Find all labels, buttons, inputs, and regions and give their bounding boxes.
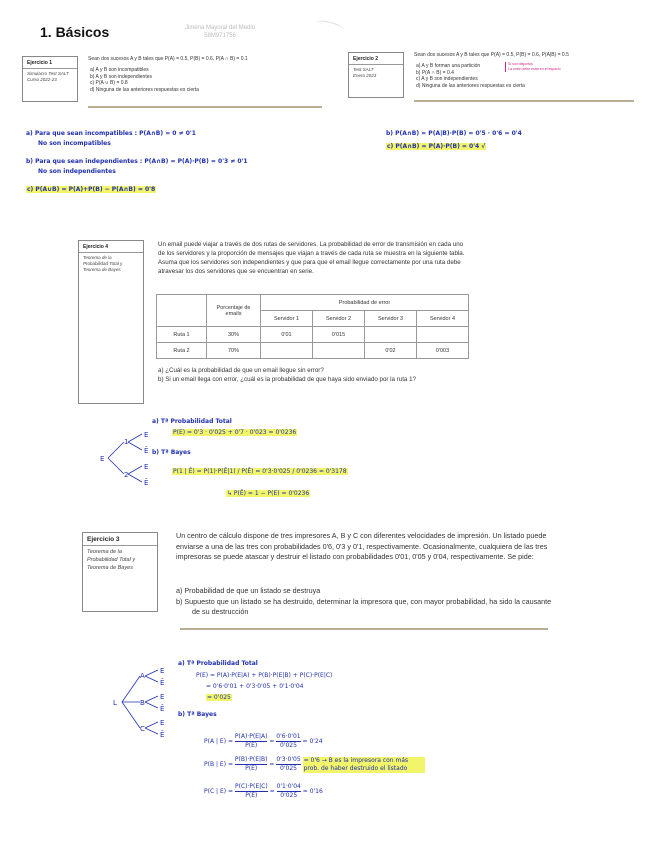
probability-tree-3 [112, 662, 174, 742]
fraction-den: 0'025 [280, 792, 298, 799]
bayes-lhs: P(B | E) = [204, 761, 233, 768]
tree-leaf-label: Ē [160, 731, 165, 739]
watermark-line: 58M971756 [204, 33, 236, 39]
exercise4-questions [158, 366, 478, 384]
hw1-a-line2: No son incompatibles [38, 140, 111, 147]
exercise2-rule [414, 100, 634, 102]
tree-leaf-label: Ē [144, 479, 149, 487]
exercise3-sub [83, 546, 157, 574]
exercise4-name: Ejercicio 4 [79, 241, 143, 253]
exercise2-pink-notes [505, 62, 561, 72]
exercise3-sub-line: Teorema de la [87, 549, 122, 555]
tree-node-label: A [140, 672, 145, 680]
table-cell: 0'01 [261, 327, 313, 343]
exercise4-sub-line: Teorema de la [83, 255, 112, 260]
option-item: d) Ninguna de las anteriores respuestas es cierta [416, 82, 525, 89]
bayes-fraction [235, 756, 268, 773]
exercise4-card [78, 240, 144, 404]
table-header-server: Servidor 3 [365, 311, 417, 327]
hw1-c-line [26, 186, 156, 194]
option-item: d) Ninguna de las anteriores respuestas es cierta [90, 86, 199, 93]
tree-leaf-label: Ē [160, 705, 165, 713]
fraction-den: 0'025 [279, 742, 297, 749]
tree-leaf-label: E [160, 693, 165, 701]
option-item: b) Supuesto que un listado se ha destruido, determinar la impresora que, con mayor probabilidad, ha sido la causante de su destrucción [176, 596, 552, 616]
bayes-fraction-values [276, 733, 300, 750]
exercise3-options [176, 586, 552, 618]
watermark-line: Jimena Mayoral del Medio [185, 25, 256, 31]
hw4-b-line2 [226, 490, 310, 498]
table-cell [313, 343, 365, 359]
pink-note: La unión debe estar en el espacio [508, 67, 561, 71]
exercise4-sub [79, 253, 143, 275]
hw3-a-line1: P(E) = P(A)·P(E|A) + P(B)·P(E|B) + P(C)·P(E|C) [196, 672, 333, 679]
hw3-bayes-a: P(A | E) = $\frac{P(A)\cdot P(E|A)}{P(E)}$ = $\frac{0'6\cdot 0'01}{0'025}$ = 0'24 [204, 733, 323, 749]
fraction-den: P(E) [245, 765, 258, 772]
tree-leaf-label: E [160, 667, 165, 675]
option-item: b) A y B son independientes [90, 73, 152, 80]
hw3-b-title: b) Tª Bayes [178, 711, 217, 718]
exercise2-statement: Sean dos sucesos A y B tales que P(A) = 0.5, P(B) = 0.6, P(A|B) = 0.5 [414, 52, 569, 58]
option-item: a) A y B forman una partición [416, 63, 481, 69]
hw4-a-title: a) Tª Probabilidad Total [152, 418, 232, 425]
exercise4-sub-line: Probabilidad Total y [83, 261, 123, 266]
exercise1-sub-line: Curso 2022-23 [27, 77, 57, 82]
hw3-a-title: a) Tª Probabilidad Total [178, 660, 258, 667]
bayes-fraction-values [277, 783, 301, 800]
hw4-b2-highlight: ↳ P(Ē) = 1 − P(E) = 0'0236 [227, 490, 310, 497]
table-cell: Ruta 1 [157, 327, 207, 343]
fraction-den: P(E) [245, 742, 258, 749]
hw3-a-line2: = 0'6·0'01 + 0'3·0'05 + 0'1·0'04 [206, 683, 304, 690]
hw2-c-highlight: c) P(A∩B) = P(A)·P(B) = 0'4 √ [387, 143, 486, 150]
fraction-num: P(C)·P(E|C) [234, 783, 268, 790]
table-cell [417, 327, 469, 343]
exercise3-name: Ejercicio 3 [83, 533, 157, 546]
table-cell [261, 343, 313, 359]
fraction-den: 0'025 [280, 765, 297, 772]
hw4-b-title: b) Tª Bayes [152, 449, 191, 456]
table-corner [157, 295, 207, 327]
bayes-fraction-values [276, 756, 300, 773]
option-item: a) A y B son incompatibles [90, 67, 149, 73]
pink-note: Sí son disjuntos [508, 62, 533, 66]
hw1-b-line1: b) Para que sean independientes : P(A∩B) = P(A)·P(B) = 0'3 ≠ 0'1 [26, 158, 248, 165]
bayes-lhs: P(A | E) = [204, 738, 233, 745]
exercise4-statement: Un email puede viajar a través de dos rutas de servidores. La probabilidad de error de transmisión en cada uno de los servidores y la proporción de mensajes que viajan a través de cada ruta se muestra en la siguiente tabla. Asuma que los servidores son independientes y que para que el email llegue correctamente por una ruta debe atravesar los dos servidores que se encuentran en serie. [158, 241, 465, 275]
hw1-b-line2: No son independientes [38, 168, 116, 175]
tree-node-label: B [140, 699, 145, 707]
tree-node-label: 2 [124, 471, 129, 479]
exercise3-sub-line: Teorema de Bayes [87, 565, 133, 571]
exercise3-card [82, 532, 158, 612]
exercise1-sub-line: Simulacro Test SALT [27, 71, 69, 76]
exercise1-rule [88, 106, 322, 108]
exercise4-table [156, 294, 469, 359]
hw2-c-line [386, 143, 486, 151]
exercise2-name: Ejercicio 2 [349, 53, 403, 65]
exercise2-sub [349, 65, 403, 81]
table-header-server: Servidor 4 [417, 311, 469, 327]
exercise1-name: Ejercicio 1 [23, 57, 77, 69]
table-cell: 70% [207, 343, 261, 359]
tree-node-label: C [140, 725, 145, 733]
question-item: b) Si un email llega con error, ¿cuál es la probabilidad de que haya sido enviado por la ruta 1? [158, 376, 416, 383]
page-title: 1. Básicos [40, 24, 110, 40]
fraction-num: 0'1·0'04 [276, 783, 301, 790]
hw4-b-highlight: P(1 | Ē) = P(1)·P(Ē|1) / P(Ē) = 0'3·0'025 / 0'0236 = 0'3178 [173, 468, 347, 475]
probability-tree-4 [98, 428, 158, 488]
tree-leaf-label: E [144, 463, 149, 471]
bayes-result: = 0'6 → B es la impresora con más prob. de haber destruido el listado [303, 757, 425, 773]
exercise1-sub [23, 69, 77, 85]
bayes-fraction [235, 733, 268, 750]
hw4-a-line [172, 429, 297, 437]
exercise4-sub-line: Teorema de Bayes [83, 267, 121, 272]
hw4-b-line [172, 468, 348, 476]
bayes-result: = 0'16 [302, 788, 323, 795]
fraction-num: P(B)·P(E|B) [234, 756, 268, 763]
option-item: b) P(A ∩ B) = 0.4 [416, 69, 454, 76]
exercise2-sub-line: Enero 2023 [353, 73, 377, 78]
option-item: c) A y B son independientes [416, 76, 478, 82]
hw3-bayes-c: P(C | E) = $\frac{P(C)\cdot P(E|C)}{P(E)}$ = $\frac{0'1\cdot 0'04}{0'025}$ = 0'16 [204, 783, 323, 799]
table-cell: 30% [207, 327, 261, 343]
table-header-percent: Porcentaje de emails [207, 295, 261, 327]
table-row [157, 343, 469, 359]
fraction-num: P(A)·P(E|A) [234, 733, 268, 740]
table-header-prob: Probabilidad de error [261, 295, 469, 311]
hw1-a-line1: a) Para que sean incompatibles : P(A∩B) = 0 ≠ 0'1 [26, 130, 196, 137]
hw4-a-highlight: P(E) = 0'3 · 0'025 + 0'7 · 0'023 = 0'0236 [173, 429, 297, 436]
exercise1-options [90, 67, 320, 93]
table-cell: 0'003 [417, 343, 469, 359]
exercise3-statement: Un centro de cálculo dispone de tres impresores A, B y C con diferentes velocidades de impresión. Un listado puede enviarse a una de las tres con probabilidades 0'6, 0'3 y 0'1, respectivamente. Ocasionalmente, cualquiera de las tres impresoras se puede atascar y destruir el listado con probabilidades 0'01, 0'05 y 0'04, respectivamente. Se pide: [176, 531, 548, 561]
hw3-a-line3 [206, 694, 232, 702]
bayes-lhs: P(C | E) = [204, 788, 234, 795]
table-header-server: Servidor 1 [261, 311, 313, 327]
option-item: c) P(A ∪ B) = 0.8 [90, 80, 128, 86]
option-item: a) Probabilidad de que un listado se destruya [176, 586, 321, 595]
fraction-num: 0'3·0'05 [276, 756, 301, 763]
table-cell: Ruta 2 [157, 343, 207, 359]
tree-leaf-label: E [160, 719, 165, 727]
fraction-den: P(E) [245, 792, 258, 799]
table-header-server: Servidor 2 [313, 311, 365, 327]
tree-leaf-label: Ē [160, 679, 165, 687]
exercise3-sub-line: Probabilidad Total y [87, 557, 136, 563]
table-cell: 0'02 [365, 343, 417, 359]
tree-node-label: 1 [124, 438, 129, 446]
hw2-b-line: b) P(A∩B) = P(A|B)·P(B) = 0'5 · 0'6 = 0'4 [386, 130, 522, 137]
table-cell: 0'015 [313, 327, 365, 343]
hw3-a-highlight: = 0'025 [207, 694, 231, 701]
exercise1-statement: Sean dos sucesos A y B tales que P(A) = 0.5, P(B) = 0.6, P(A ∩ B) = 0.1 [88, 56, 248, 62]
fraction-num: 0'6·0'01 [276, 733, 301, 740]
exercise2-sub-line: Test SALT [353, 67, 374, 72]
watermark [185, 24, 255, 40]
hw1-c-highlight: c) P(A∪B) = P(A)+P(B) − P(A∩B) = 0'8 [27, 186, 156, 193]
tree-leaf-label: Ē [144, 447, 149, 455]
exercise1-card [22, 56, 78, 102]
hw3-bayes-b: P(B | E) = $\frac{P(B)\cdot P(E|B)}{P(E)}$ = $\frac{0'3\cdot 0'05}{0'025}$ = 0'6 → B es la impresora con más prob. de haber destruido el listado [204, 756, 425, 773]
exercise2-card [348, 52, 404, 98]
tree-root-label: L [113, 699, 117, 707]
exercise3-rule [180, 628, 548, 630]
table-cell [365, 327, 417, 343]
tree-root-label: E [100, 455, 105, 463]
bayes-result: = 0'24 [302, 738, 323, 745]
watermark-swoosh [314, 18, 346, 35]
question-item: a) ¿Cuál es la probabilidad de que un email llegue sin error? [158, 367, 324, 374]
table-row [157, 327, 469, 343]
tree-leaf-label: E [144, 431, 149, 439]
bayes-fraction [235, 783, 268, 800]
